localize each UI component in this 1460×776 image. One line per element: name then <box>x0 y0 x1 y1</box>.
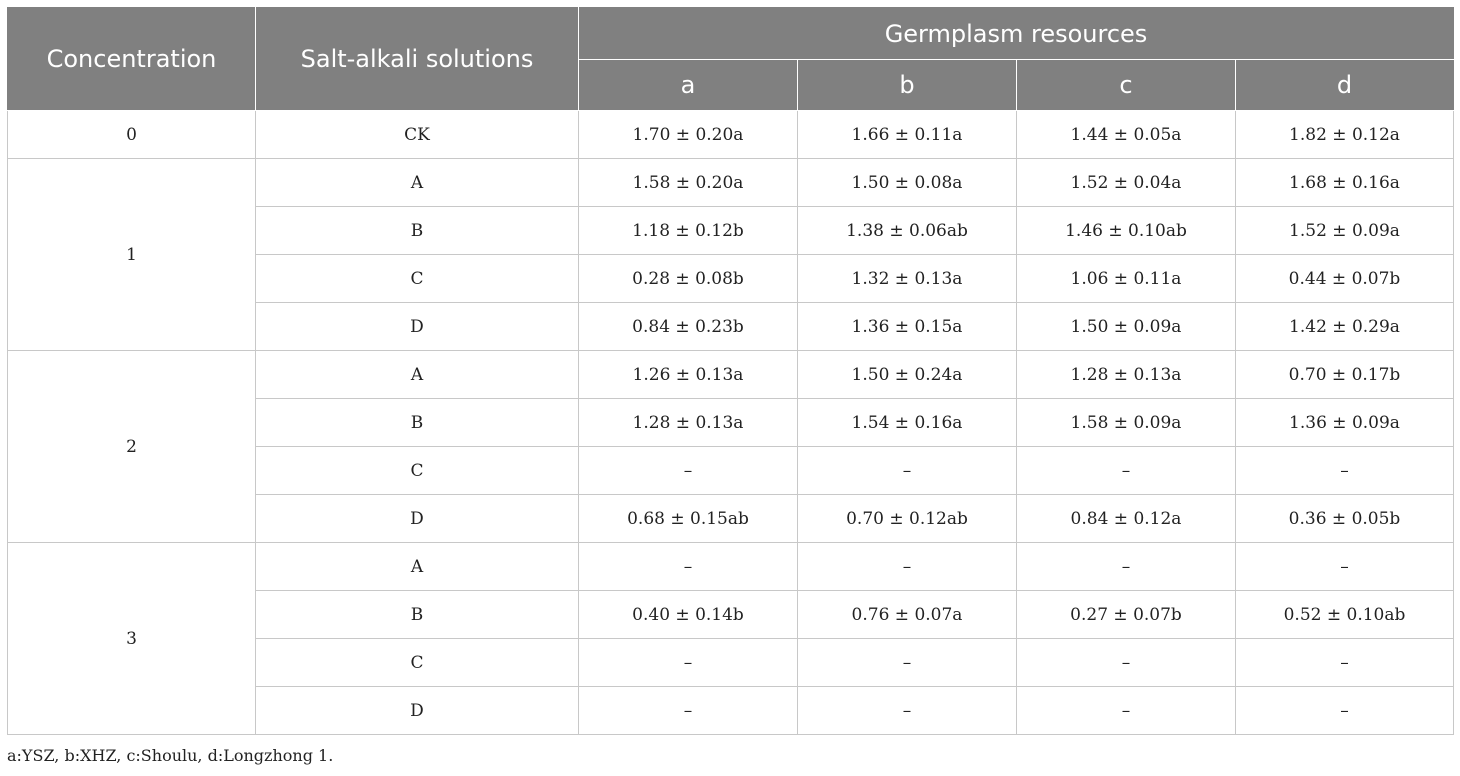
value-cell: 0.40 ± 0.14b <box>579 591 798 639</box>
concentration-cell: 0 <box>8 111 256 159</box>
value-cell: 1.58 ± 0.20a <box>579 159 798 207</box>
solution-cell: D <box>256 687 579 735</box>
value-cell: 1.50 ± 0.09a <box>1017 303 1236 351</box>
table-row <box>8 543 1454 591</box>
header-row-1 <box>8 8 1454 60</box>
solution-cell: A <box>256 159 579 207</box>
col-header-c: c <box>1017 60 1236 111</box>
value-cell: 0.27 ± 0.07b <box>1017 591 1236 639</box>
concentration-header: Concentration <box>8 8 256 111</box>
solution-cell: B <box>256 399 579 447</box>
value-cell: – <box>1236 639 1454 687</box>
value-cell: 0.70 ± 0.12ab <box>798 495 1017 543</box>
value-cell: 0.84 ± 0.12a <box>1017 495 1236 543</box>
concentration-cell: 2 <box>8 351 256 543</box>
value-cell: – <box>798 447 1017 495</box>
value-cell: 0.36 ± 0.05b <box>1236 495 1454 543</box>
value-cell: 0.76 ± 0.07a <box>798 591 1017 639</box>
concentration-cell: 1 <box>8 159 256 351</box>
col-header-b: b <box>798 60 1017 111</box>
value-cell: 1.52 ± 0.09a <box>1236 207 1454 255</box>
value-cell: – <box>1017 639 1236 687</box>
value-cell: 0.70 ± 0.17b <box>1236 351 1454 399</box>
value-cell: 1.44 ± 0.05a <box>1017 111 1236 159</box>
col-header-a: a <box>579 60 798 111</box>
value-cell: – <box>579 639 798 687</box>
value-cell: 1.46 ± 0.10ab <box>1017 207 1236 255</box>
value-cell: 1.26 ± 0.13a <box>579 351 798 399</box>
solution-cell: C <box>256 447 579 495</box>
table-row <box>8 111 1454 159</box>
solution-cell: CK <box>256 111 579 159</box>
value-cell: – <box>1236 447 1454 495</box>
value-cell: – <box>1236 687 1454 735</box>
value-cell: 1.68 ± 0.16a <box>1236 159 1454 207</box>
concentration-cell: 3 <box>8 543 256 735</box>
value-cell: – <box>1017 447 1236 495</box>
solution-cell: A <box>256 543 579 591</box>
value-cell: 1.36 ± 0.15a <box>798 303 1017 351</box>
value-cell: 1.58 ± 0.09a <box>1017 399 1236 447</box>
solution-cell: B <box>256 207 579 255</box>
value-cell: – <box>1017 687 1236 735</box>
solution-cell: D <box>256 495 579 543</box>
germplasm-header: Germplasm resources <box>579 8 1454 60</box>
value-cell: 1.28 ± 0.13a <box>579 399 798 447</box>
value-cell: 1.42 ± 0.29a <box>1236 303 1454 351</box>
solutions-header: Salt-alkali solutions <box>256 8 579 111</box>
value-cell: 1.18 ± 0.12b <box>579 207 798 255</box>
value-cell: – <box>1017 543 1236 591</box>
value-cell: – <box>1236 543 1454 591</box>
value-cell: 1.38 ± 0.06ab <box>798 207 1017 255</box>
value-cell: 1.66 ± 0.11a <box>798 111 1017 159</box>
value-cell: 1.36 ± 0.09a <box>1236 399 1454 447</box>
solution-cell: C <box>256 255 579 303</box>
solution-cell: B <box>256 591 579 639</box>
solution-cell: D <box>256 303 579 351</box>
value-cell: 0.44 ± 0.07b <box>1236 255 1454 303</box>
table-row <box>8 351 1454 399</box>
value-cell: – <box>798 687 1017 735</box>
value-cell: 1.82 ± 0.12a <box>1236 111 1454 159</box>
value-cell: – <box>579 687 798 735</box>
value-cell: 1.50 ± 0.08a <box>798 159 1017 207</box>
germination-table <box>7 7 1454 735</box>
value-cell: 0.68 ± 0.15ab <box>579 495 798 543</box>
value-cell: – <box>798 543 1017 591</box>
value-cell: – <box>798 639 1017 687</box>
value-cell: 0.28 ± 0.08b <box>579 255 798 303</box>
table-row <box>8 159 1454 207</box>
value-cell: 1.28 ± 0.13a <box>1017 351 1236 399</box>
value-cell: 0.52 ± 0.10ab <box>1236 591 1454 639</box>
value-cell: 1.50 ± 0.24a <box>798 351 1017 399</box>
col-header-d: d <box>1236 60 1454 111</box>
table-footnote: a:YSZ, b:XHZ, c:Shoulu, d:Longzhong 1. <box>7 746 334 765</box>
solution-cell: C <box>256 639 579 687</box>
value-cell: – <box>579 447 798 495</box>
value-cell: 1.52 ± 0.04a <box>1017 159 1236 207</box>
value-cell: – <box>579 543 798 591</box>
value-cell: 1.06 ± 0.11a <box>1017 255 1236 303</box>
value-cell: 1.32 ± 0.13a <box>798 255 1017 303</box>
data-table-container <box>7 7 1453 735</box>
value-cell: 1.54 ± 0.16a <box>798 399 1017 447</box>
value-cell: 0.84 ± 0.23b <box>579 303 798 351</box>
value-cell: 1.70 ± 0.20a <box>579 111 798 159</box>
solution-cell: A <box>256 351 579 399</box>
